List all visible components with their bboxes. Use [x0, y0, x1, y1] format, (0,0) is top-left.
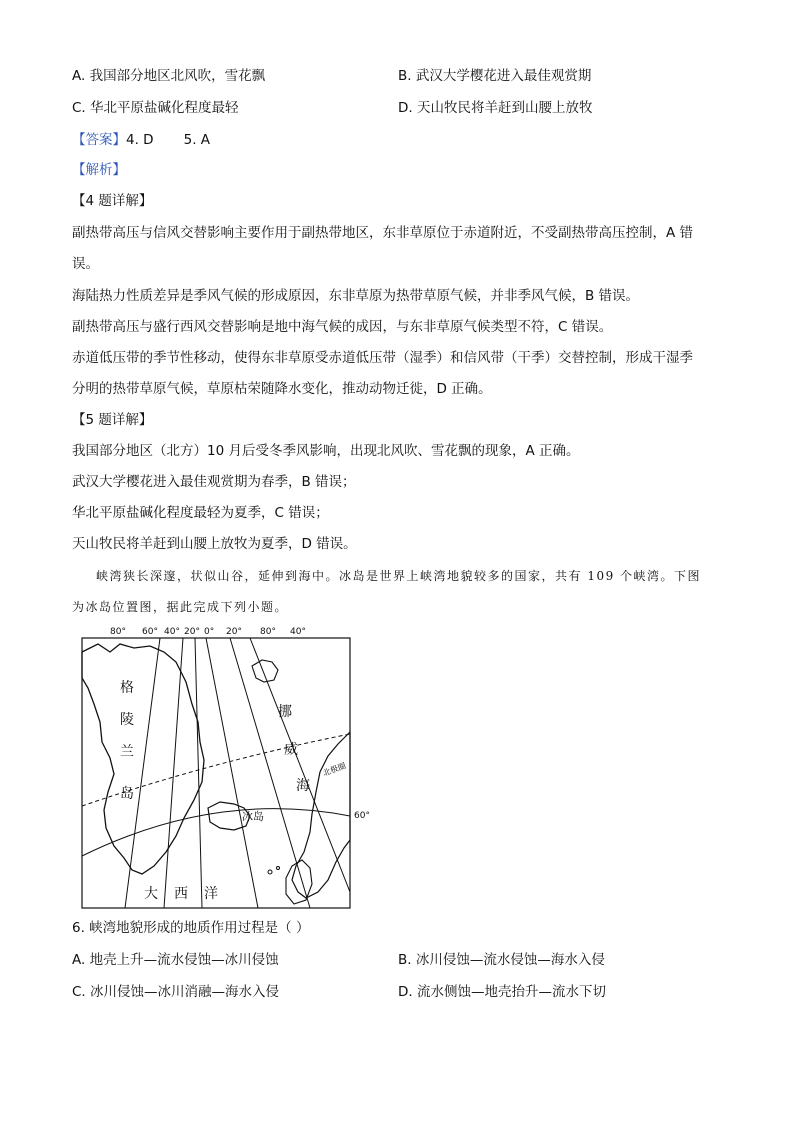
greenland-label-2: 陵: [120, 712, 134, 728]
q5-line-2: 武汉大学樱花进入最佳观赏期为春季，B 错误；: [72, 474, 356, 490]
atlantic-label-3: 洋: [204, 886, 218, 902]
faroe-islands: [268, 870, 272, 874]
norwegian-sea-label-1: 挪: [278, 704, 292, 720]
lon-label-7: 80°: [260, 627, 276, 637]
passage-line-2: 为冰岛位置图，据此完成下列小题。: [72, 600, 289, 614]
scandinavia-coast: [292, 732, 350, 898]
lon-label-4: 20°: [184, 627, 200, 637]
lat-label-60: 60°: [354, 811, 370, 821]
passage-line-1: 峡湾狭长深邃，状似山谷，延伸到海中。冰岛是世界上峡湾地貌较多的国家，共有 109 个峡湾。下图: [96, 569, 702, 583]
greenland-label-4: 岛: [120, 786, 134, 802]
meridians: [125, 638, 350, 908]
lon-label-5: 0°: [204, 627, 215, 637]
iceland-label: 冰岛: [242, 810, 264, 823]
lon-label-2: 60°: [142, 627, 158, 637]
q4-line-6: 分明的热带草原气候，草原枯荣随降水变化，推动动物迁徙，D 正确。: [72, 381, 492, 397]
norwegian-sea-label-2: 威: [284, 742, 298, 758]
atlantic-label-1: 大: [144, 886, 158, 902]
q4-title: 【4 题详解】: [72, 193, 153, 209]
option-b: B. 武汉大学樱花进入最佳观赏期: [398, 68, 592, 84]
lon-label-3: 40°: [164, 627, 180, 637]
answer-line: [72, 130, 210, 150]
arctic-circle-label: 北极圈: [321, 761, 348, 778]
option-a: A. 我国部分地区北风吹，雪花飘: [72, 68, 266, 84]
q6-option-b: B. 冰川侵蚀—流水侵蚀—海水入侵: [398, 952, 605, 968]
q6-option-a: A. 地壳上升—流水侵蚀—冰川侵蚀: [72, 952, 279, 968]
q4-line-2: 误。: [72, 256, 99, 272]
lon-label-1: 80°: [110, 627, 126, 637]
answer-value: 4. D 5. A: [126, 132, 211, 148]
q4-line-1: 副热带高压与信风交替影响主要作用于副热带地区，东非草原位于赤道附近，不受副热带高压控制，A 错: [72, 225, 694, 241]
analysis-label: 【解析】: [72, 162, 126, 178]
option-c: C. 华北平原盐碱化程度最轻: [72, 100, 239, 116]
answer-label: 【答案】: [72, 132, 126, 148]
q6-option-d: D. 流水侧蚀—地壳抬升—流水下切: [398, 984, 606, 1000]
option-d: D. 天山牧民将羊赶到山腰上放牧: [398, 100, 593, 116]
svalbard-coast: [252, 660, 278, 682]
q5-line-3: 华北平原盐碱化程度最轻为夏季，C 错误；: [72, 505, 329, 521]
norwegian-sea-label-3: 海: [296, 778, 310, 794]
q6-stem: 6. 峡湾地貌形成的地质作用过程是（ ）: [72, 920, 310, 936]
q5-line-1: 我国部分地区（北方）10 月后受冬季风影响，出现北风吹、雪花飘的现象，A 正确。: [72, 443, 580, 459]
q4-line-5: 赤道低压带的季节性移动，使得东非草原受赤道低压带（湿季）和信风带（干季）交替控制，形成干湿季: [72, 350, 693, 366]
greenland-label-3: 兰: [120, 744, 134, 760]
q6-option-c: C. 冰川侵蚀—冰川消融—海水入侵: [72, 984, 280, 1000]
greenland-coast: [82, 644, 204, 874]
iceland-location-map: [80, 622, 380, 912]
greenland-label-1: 格: [120, 680, 134, 696]
q5-line-4: 天山牧民将羊赶到山腰上放牧为夏季，D 错误。: [72, 536, 357, 552]
atlantic-label-2: 西: [174, 886, 188, 902]
lon-label-6: 20°: [226, 627, 242, 637]
q4-line-4: 副热带高压与盛行西风交替影响是地中海气候的成因，与东非草原气候类型不符，C 错误。: [72, 319, 613, 335]
q5-title: 【5 题详解】: [72, 412, 153, 428]
q4-line-3: 海陆热力性质差异是季风气候的形成原因，东非草原为热带草原气候，并非季风气候，B 错误。: [72, 288, 640, 304]
lon-label-8: 40°: [290, 627, 306, 637]
shetland-islands: [277, 867, 280, 870]
